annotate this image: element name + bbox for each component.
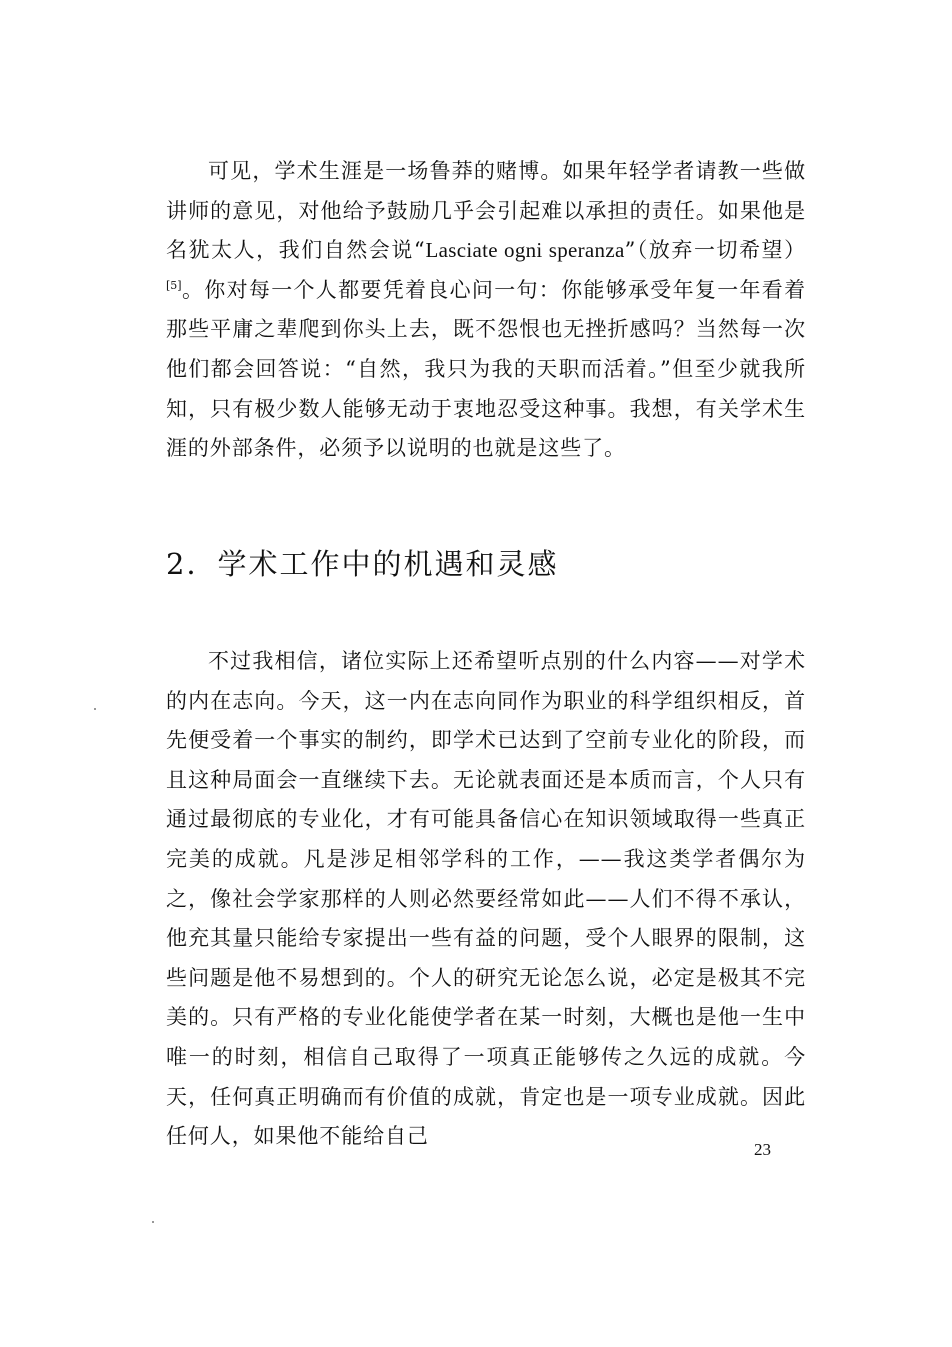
paragraph-2-text: 不过我相信，诸位实际上还希望听点别的什么内容——对学术的内在志向。今天，这一内在志向同作为职业的科学组织相反，首先便受着一个事实的制约，即学术已达到了空前专业化的阶段，而且这种局面会一直继续下去。无论就表面还是本质而言，个人只有通过最彻底的专业化，才有可能具备信心在知识领域取得一些真正完美的成就。凡是涉足相邻学科的工作，——我这类学者偶尔为之，像社会学家那样的人则必然要经常如此——人们不得不承认，他充其量只能给专家提出一些有益的问题，受个人眼界的限制，这些问题是他不易想到的。个人的研究无论怎么说，必定是极其不完美的。只有严格的专业化能使学者在某一时刻，大概也是他一生中唯一的时刻，相信自己取得了一项真正能够传之久远的成就。今天，任何真正明确而有价值的成就，肯定也是一项专业成就。因此任何人，如果他不能给自己 bbox=[166, 649, 806, 1149]
footnote-reference[interactable]: [5] bbox=[166, 278, 182, 292]
latin-quotation: Lasciate ogni speranza bbox=[425, 238, 625, 263]
body-paragraph-1 bbox=[166, 152, 806, 469]
paragraph-1-text-end: 。你对每一个人都要凭着良心问一句：你能够承受年复一年看着那些平庸之辈爬到你头上去，既不怨恨也无挫折感吗？当然每一次他们都会回答说：“自然，我只为我的天职而活着。”但至少就我所知，只有极少数人能够无动于衷地忍受这种事。我想，有关学术生涯的外部条件，必须予以说明的也就是这些了。 bbox=[166, 277, 806, 461]
paragraph-1-text-translation: ”（放弃一切希望） bbox=[624, 238, 806, 263]
body-paragraph-2 bbox=[166, 642, 806, 1157]
scan-speck bbox=[94, 708, 96, 710]
scan-speck bbox=[152, 1221, 154, 1223]
page-number: 23 bbox=[754, 1140, 771, 1159]
section-heading: 2．学术工作中的机遇和灵感 bbox=[166, 547, 559, 581]
paragraph-1-text-start: 可见，学术生涯是一场鲁莽的赌博。如果年轻学者请教一些做讲师的意见，对他给予鼓励几乎会引起难以承担的责任。如果他是名犹太人，我们自然会说“ bbox=[166, 159, 806, 263]
